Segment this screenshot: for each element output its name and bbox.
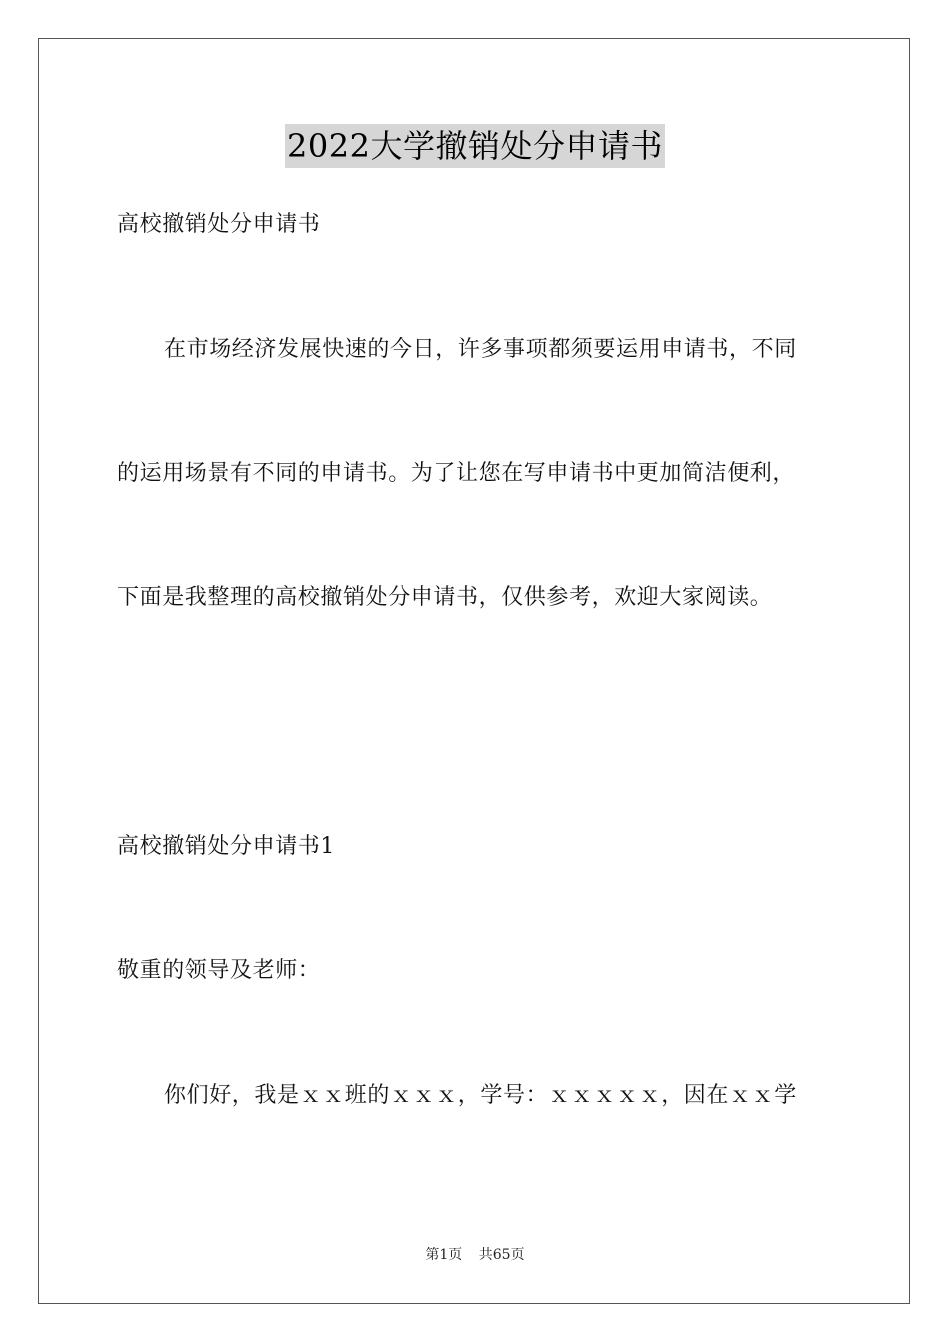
page-total: 共65页	[478, 1247, 525, 1263]
salutation: 敬重的领导及老师：	[117, 958, 321, 983]
page-number: 第1页	[425, 1247, 463, 1263]
intro-line-3: 下面是我整理的高校撤销处分申请书，仅供参考，欢迎大家阅读。	[117, 585, 773, 610]
intro-line-2: 的运用场景有不同的申请书。为了让您在写申请书中更加简洁便利，	[117, 461, 796, 486]
page-footer	[0, 1245, 950, 1265]
body-paragraph-start: 你们好，我是ｘｘ班的ｘｘｘ，学号：ｘｘｘｘｘ，因在ｘｘ学	[164, 1083, 797, 1108]
section-heading: 高校撤销处分申请书1	[117, 834, 335, 859]
document-subtitle: 高校撤销处分申请书	[117, 212, 321, 237]
title-wrap	[0, 124, 950, 168]
intro-line-1: 在市场经济发展快速的今日，许多事项都须要运用申请书，不同	[164, 337, 797, 362]
document-title: 2022大学撤销处分申请书	[285, 124, 665, 168]
